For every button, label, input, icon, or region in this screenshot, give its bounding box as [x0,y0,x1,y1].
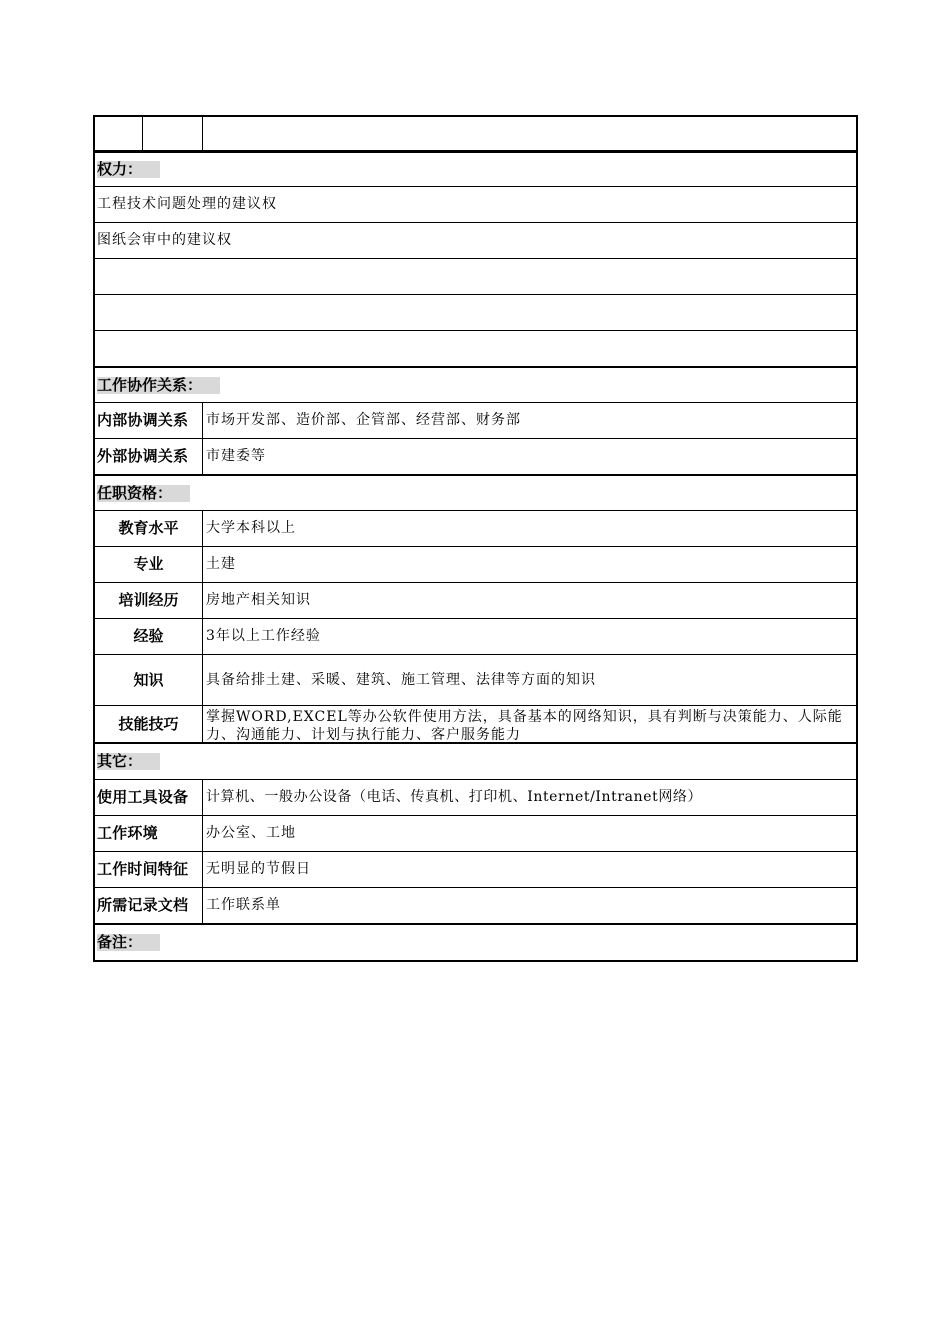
training-value: 房地产相关知识 [202,583,856,618]
environment-value: 办公室、工地 [202,816,856,851]
external-label: 外部协调关系 [97,447,189,465]
time-value: 无明显的节假日 [202,852,856,887]
section-heading: 权力： [95,153,856,186]
time-label: 工作时间特征 [97,860,189,878]
list-item [93,223,858,259]
authority-item: 工程技术问题处理的建议权 [97,196,277,212]
major-value: 土建 [202,547,856,582]
authority-heading-row [93,151,858,187]
list-item [93,331,858,368]
list-item [93,259,858,295]
table-row [93,888,858,925]
tools-label: 使用工具设备 [97,788,189,806]
blank-cell [202,117,856,150]
environment-label: 工作环境 [97,824,158,842]
knowledge-value: 具备给排土建、采暖、建筑、施工管理、法律等方面的知识 [202,655,856,705]
external-value: 市建委等 [202,439,856,474]
other-heading-row [93,744,858,780]
table-row [93,583,858,619]
table-row [93,816,858,852]
authority-item-empty [95,295,856,330]
collaboration-heading-row [93,368,858,403]
skills-value: 掌握WORD,EXCEL等办公软件使用方法，具备基本的网络知识，具有判断与决策能力、人际能力、沟通能力、计划与执行能力、客户服务能力 [202,706,856,742]
authority-item: 图纸会审中的建议权 [97,232,232,248]
records-value: 工作联系单 [202,888,856,923]
education-value: 大学本科以上 [202,511,856,546]
internal-label: 内部协调关系 [97,411,189,429]
authority-item-empty [95,331,856,366]
notes-row [93,925,858,962]
table-row [93,439,858,476]
table-row [93,619,858,655]
knowledge-label: 知识 [133,670,164,689]
list-item [93,187,858,223]
table-row [93,655,858,706]
internal-value: 市场开发部、造价部、企管部、经营部、财务部 [202,403,856,438]
section-heading: 其它： [95,744,856,779]
skills-label: 技能技巧 [118,714,179,733]
section-heading: 备注： [95,925,856,960]
experience-label: 经验 [133,627,164,645]
section-heading: 工作协作关系： [95,368,856,402]
major-label: 专业 [133,555,164,573]
education-label: 教育水平 [118,519,179,537]
blank-cell [95,117,142,150]
section-heading: 任职资格： [95,476,856,510]
table-row [93,511,858,547]
records-label: 所需记录文档 [97,896,189,914]
experience-value: 3年以上工作经验 [202,619,856,654]
blank-cell [142,117,202,150]
table-row [93,403,858,439]
table-row [93,852,858,888]
list-item [93,295,858,331]
job-description-table [93,115,858,962]
authority-item-empty [95,259,856,294]
training-label: 培训经历 [118,591,179,609]
continuation-row [93,115,858,151]
tools-value: 计算机、一般办公设备（电话、传真机、打印机、Internet/Intranet网络） [202,780,856,815]
table-row [93,780,858,816]
qualifications-heading-row [93,476,858,511]
table-row [93,706,858,744]
table-row [93,547,858,583]
